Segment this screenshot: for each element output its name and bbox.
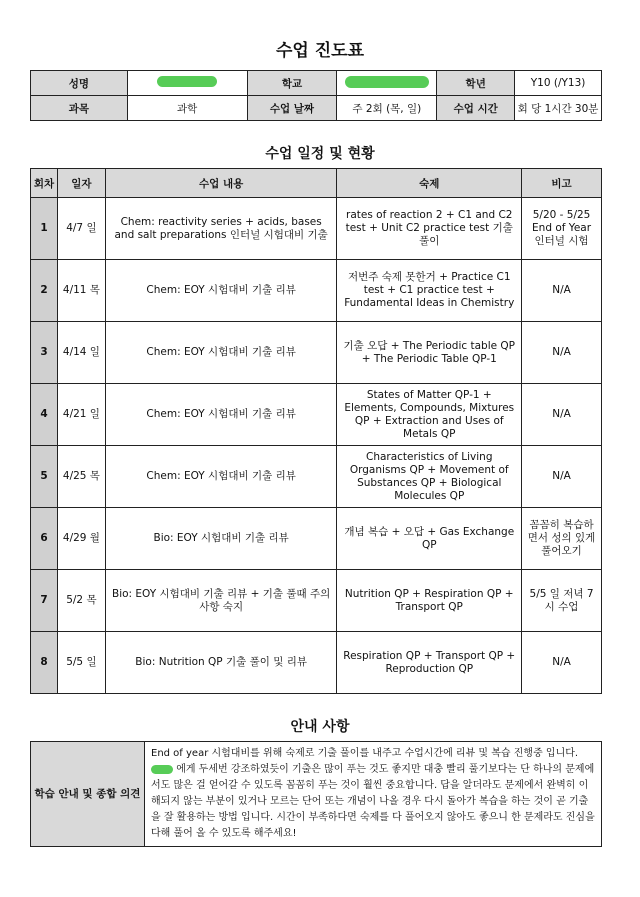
cell-note: N/A: [522, 446, 602, 508]
cell-session: 7: [31, 570, 58, 632]
cell-note: N/A: [522, 322, 602, 384]
cell-homework: rates of reaction 2 + C1 and C2 test + Unit C2 practice test 기출 풀이: [337, 198, 522, 260]
redacted-name: [151, 765, 173, 774]
table-row: [31, 260, 602, 322]
notice-label: 학습 안내 및 종합 의견: [31, 742, 145, 847]
notice-table: [30, 741, 602, 847]
grade-value: Y10 (/Y13): [515, 71, 602, 96]
cell-note: N/A: [522, 384, 602, 446]
cell-session: 2: [31, 260, 58, 322]
cell-note: N/A: [522, 632, 602, 694]
notice-title: 안내 사항: [290, 719, 350, 735]
cell-date: 4/11 목: [57, 260, 105, 322]
name-label: 성명: [31, 71, 128, 96]
cell-session: 3: [31, 322, 58, 384]
cell-session: 4: [31, 384, 58, 446]
cell-content: Chem: reactivity series + acids, bases and salt preparations 인터널 시험대비 기출: [105, 198, 337, 260]
header-content: 수업 내용: [105, 169, 337, 198]
table-row: [31, 508, 602, 570]
cell-content: Bio: Nutrition QP 기출 풀이 및 리뷰: [105, 632, 337, 694]
schedule-header-row: [31, 169, 602, 198]
cell-content: Chem: EOY 시험대비 기출 리뷰: [105, 446, 337, 508]
header-note: 비고: [522, 169, 602, 198]
page-title: 수업 진도표: [275, 41, 365, 61]
notice-text-1: End of year 시험대비를 위해 숙제로 기출 풀이를 내주고 수업시간에 리뷰 및 복습 진행중 입니다.: [151, 748, 579, 759]
cell-date: 5/2 목: [57, 570, 105, 632]
cell-note: 꼼꼼히 복습하면서 성의 있게 풀어오기: [522, 508, 602, 570]
cell-content: Chem: EOY 시험대비 기출 리뷰: [105, 384, 337, 446]
cell-homework: Characteristics of Living Organisms QP + Movement of Substances QP + Biological Molecules QP: [337, 446, 522, 508]
cell-date: 4/25 목: [57, 446, 105, 508]
class-time-label: 수업 시간: [437, 96, 515, 121]
table-row: [31, 198, 602, 260]
cell-session: 8: [31, 632, 58, 694]
notice-text-2: 에게 두세번 강조하였듯이 기출은 많이 푸는 것도 좋지만 대충 빨리 풀기보다는 단 하나의 문제에서도 많은 걸 얻어갈 수 있도록 꼼꼼히 푸는 것이 훨씬 중요합니다. 답을 알더라도 문제에서 완벽히 이해되지 않는 부분이 있거나 모르는 단어 또는 개념이 나올 경우 다시 돌아가 복습을 하는 것이 곧 기출을 잘 활용하는 방법 입니다. 시간이 부족하다면 숙제를 다 풀어오지 않아도 좋으니 한 문제라도 진심을 다해 풀어 올 수 있도록 해주세요!: [151, 764, 595, 839]
cell-homework: 기출 오답 + The Periodic table QP + The Periodic Table QP-1: [337, 322, 522, 384]
class-day-label: 수업 날짜: [247, 96, 337, 121]
header-homework: 숙제: [337, 169, 522, 198]
subject-label: 과목: [31, 96, 128, 121]
school-value: [337, 71, 437, 96]
subject-value: 과학: [127, 96, 247, 121]
schedule-title: 수업 일정 및 현황: [265, 146, 375, 162]
cell-note: 5/20 - 5/25 End of Year 인터널 시험: [522, 198, 602, 260]
class-day-value: 주 2회 (목, 일): [337, 96, 437, 121]
cell-homework: Respiration QP + Transport QP + Reproduction QP: [337, 632, 522, 694]
class-time-value: 회 당 1시간 30분: [515, 96, 602, 121]
redacted-name: [157, 76, 217, 87]
table-row: [31, 384, 602, 446]
header-date: 일자: [57, 169, 105, 198]
redacted-school: [345, 76, 429, 88]
cell-date: 4/29 월: [57, 508, 105, 570]
cell-homework: 저번주 숙제 못한거 + Practice C1 test + C1 practice test + Fundamental Ideas in Chemistry: [337, 260, 522, 322]
cell-session: 1: [31, 198, 58, 260]
cell-homework: 개념 복습 + 오답 + Gas Exchange QP: [337, 508, 522, 570]
cell-content: Chem: EOY 시험대비 기출 리뷰: [105, 260, 337, 322]
grade-label: 학년: [437, 71, 515, 96]
cell-date: 4/14 일: [57, 322, 105, 384]
cell-date: 4/7 일: [57, 198, 105, 260]
cell-note: 5/5 일 저녁 7시 수업: [522, 570, 602, 632]
header-session: 회차: [31, 169, 58, 198]
cell-content: Chem: EOY 시험대비 기출 리뷰: [105, 322, 337, 384]
table-row: [31, 322, 602, 384]
name-value: [127, 71, 247, 96]
cell-content: Bio: EOY 시험대비 기출 리뷰: [105, 508, 337, 570]
cell-homework: States of Matter QP-1 + Elements, Compounds, Mixtures QP + Extraction and Uses of Metals QP: [337, 384, 522, 446]
cell-note: N/A: [522, 260, 602, 322]
notice-body: [145, 742, 602, 847]
schedule-table: [30, 168, 602, 694]
cell-session: 6: [31, 508, 58, 570]
student-info-table: [30, 70, 602, 121]
cell-date: 4/21 일: [57, 384, 105, 446]
cell-content: Bio: EOY 시험대비 기출 리뷰 + 기출 풀때 주의사항 숙지: [105, 570, 337, 632]
table-row: [31, 632, 602, 694]
school-label: 학교: [247, 71, 337, 96]
cell-date: 5/5 일: [57, 632, 105, 694]
cell-homework: Nutrition QP + Respiration QP + Transport QP: [337, 570, 522, 632]
cell-session: 5: [31, 446, 58, 508]
table-row: [31, 446, 602, 508]
table-row: [31, 570, 602, 632]
